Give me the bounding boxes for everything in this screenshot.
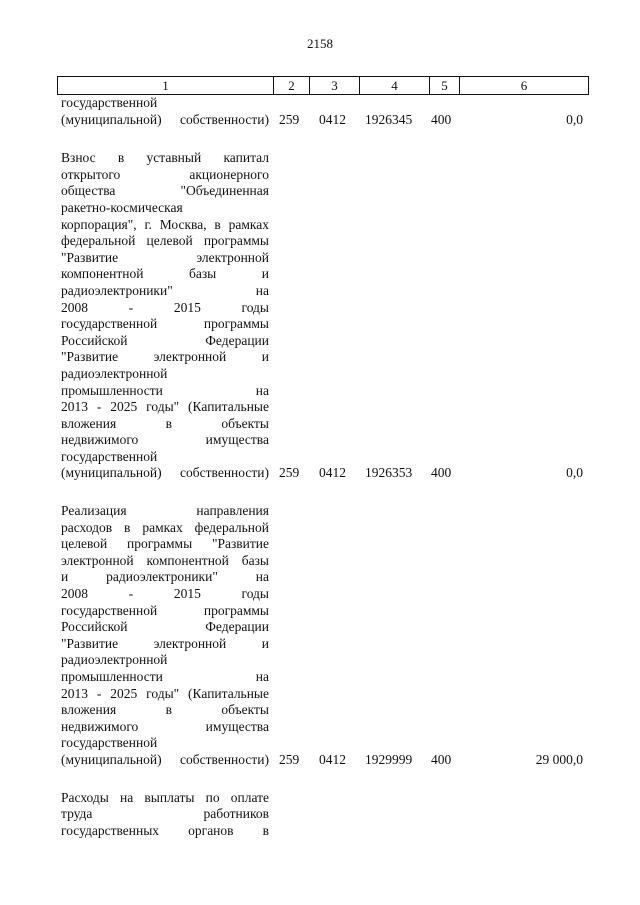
row-col-6: 0,0 <box>566 111 583 127</box>
row-name <box>57 790 273 840</box>
row-name <box>57 95 273 128</box>
row-col-4: 1929999 <box>365 751 413 767</box>
row-name-line: труда работников <box>61 806 269 822</box>
row-name-line: недвижимого имущества <box>61 718 269 734</box>
row-name-line: (муниципальной) собственности) <box>61 111 269 127</box>
row-name-line: вложения в объекты <box>61 415 269 431</box>
row-name-line: 2008 - 2015 годы <box>61 586 269 602</box>
row-name-line: Российской Федерации <box>61 619 269 635</box>
row-name-line: ракетно-космическая <box>61 199 183 215</box>
row-col-3: 0412 <box>319 465 346 481</box>
row-col-3: 0412 <box>319 111 346 127</box>
table-row <box>57 790 587 840</box>
row-name-line: государственных органов в <box>61 822 269 838</box>
row-name-line: вложения в объекты <box>61 702 269 718</box>
header-col-1: 1 <box>58 77 274 94</box>
row-name-line: 2013 - 2025 годы" (Капитальные <box>61 399 269 415</box>
table-row <box>57 150 587 482</box>
row-name-line: радиоэлектронной <box>61 652 168 668</box>
row-col-5: 400 <box>431 465 452 481</box>
row-name-line: "Развитие электронной <box>61 249 269 265</box>
row-name-line: электронной компонентной базы <box>61 552 269 568</box>
row-col-2: 259 <box>279 465 300 481</box>
row-name-line: 2008 - 2015 годы <box>61 299 269 315</box>
row-name <box>57 503 273 769</box>
row-name-line: государственной <box>61 735 158 751</box>
row-name-line: промышленности на <box>61 382 269 398</box>
row-name <box>57 150 273 482</box>
row-col-4: 1926353 <box>365 465 413 481</box>
header-col-4: 4 <box>360 77 430 94</box>
row-name-line: Взнос в уставный капитал <box>61 150 269 166</box>
row-col-2: 259 <box>279 111 300 127</box>
header-col-3: 3 <box>310 77 360 94</box>
row-name-line: и радиоэлектроники" на <box>61 569 269 585</box>
row-name-line: государственной программы <box>61 316 269 332</box>
row-name-line: "Развитие электронной и <box>61 635 269 651</box>
header-col-2: 2 <box>274 77 310 94</box>
row-name-line: (муниципальной) собственности) <box>61 751 269 767</box>
table-row <box>57 95 587 128</box>
header-col-6: 6 <box>520 78 528 93</box>
row-name-line: целевой программы "Развитие <box>61 536 269 552</box>
row-name-line: открытого акционерного <box>61 166 269 182</box>
row-col-6: 29 000,0 <box>535 751 583 767</box>
table-body <box>57 95 587 839</box>
page-number: 2158 <box>307 36 333 51</box>
row-name-line: Российской Федерации <box>61 332 269 348</box>
row-name-line: радиоэлектроники" на <box>61 282 269 298</box>
row-name-line: расходов в рамках федеральной <box>61 519 269 535</box>
row-name-line: радиоэлектронной <box>61 365 168 381</box>
row-name-line: компонентной базы и <box>61 266 269 282</box>
row-name-line: 2013 - 2025 годы" (Капитальные <box>61 685 269 701</box>
row-name-line: недвижимого имущества <box>61 432 269 448</box>
row-name-line: (муниципальной) собственности) <box>61 465 269 481</box>
row-name-line: общества "Объединенная <box>61 183 269 199</box>
header-col-5: 5 <box>430 77 460 94</box>
row-col-4: 1926345 <box>365 111 413 127</box>
row-name-line: Расходы на выплаты по оплате <box>61 789 269 805</box>
row-col-5: 400 <box>431 751 452 767</box>
row-name-line: государственной программы <box>61 602 269 618</box>
row-name-line: промышленности на <box>61 669 269 684</box>
row-name-line: государственной <box>61 448 158 464</box>
row-col-5: 400 <box>431 111 452 127</box>
row-col-6: 0,0 <box>566 465 583 481</box>
table-row <box>57 503 587 769</box>
row-name-line: Реализация направления <box>61 503 269 519</box>
table-header <box>57 76 589 95</box>
row-name-line: государственной <box>61 95 158 110</box>
row-name-line: федеральной целевой программы <box>61 233 269 249</box>
row-name-line: корпорация", г. Москва, в рамках <box>61 216 269 232</box>
row-col-3: 0412 <box>319 751 346 767</box>
row-col-2: 259 <box>279 751 300 767</box>
row-name-line: "Развитие электронной и <box>61 349 269 365</box>
